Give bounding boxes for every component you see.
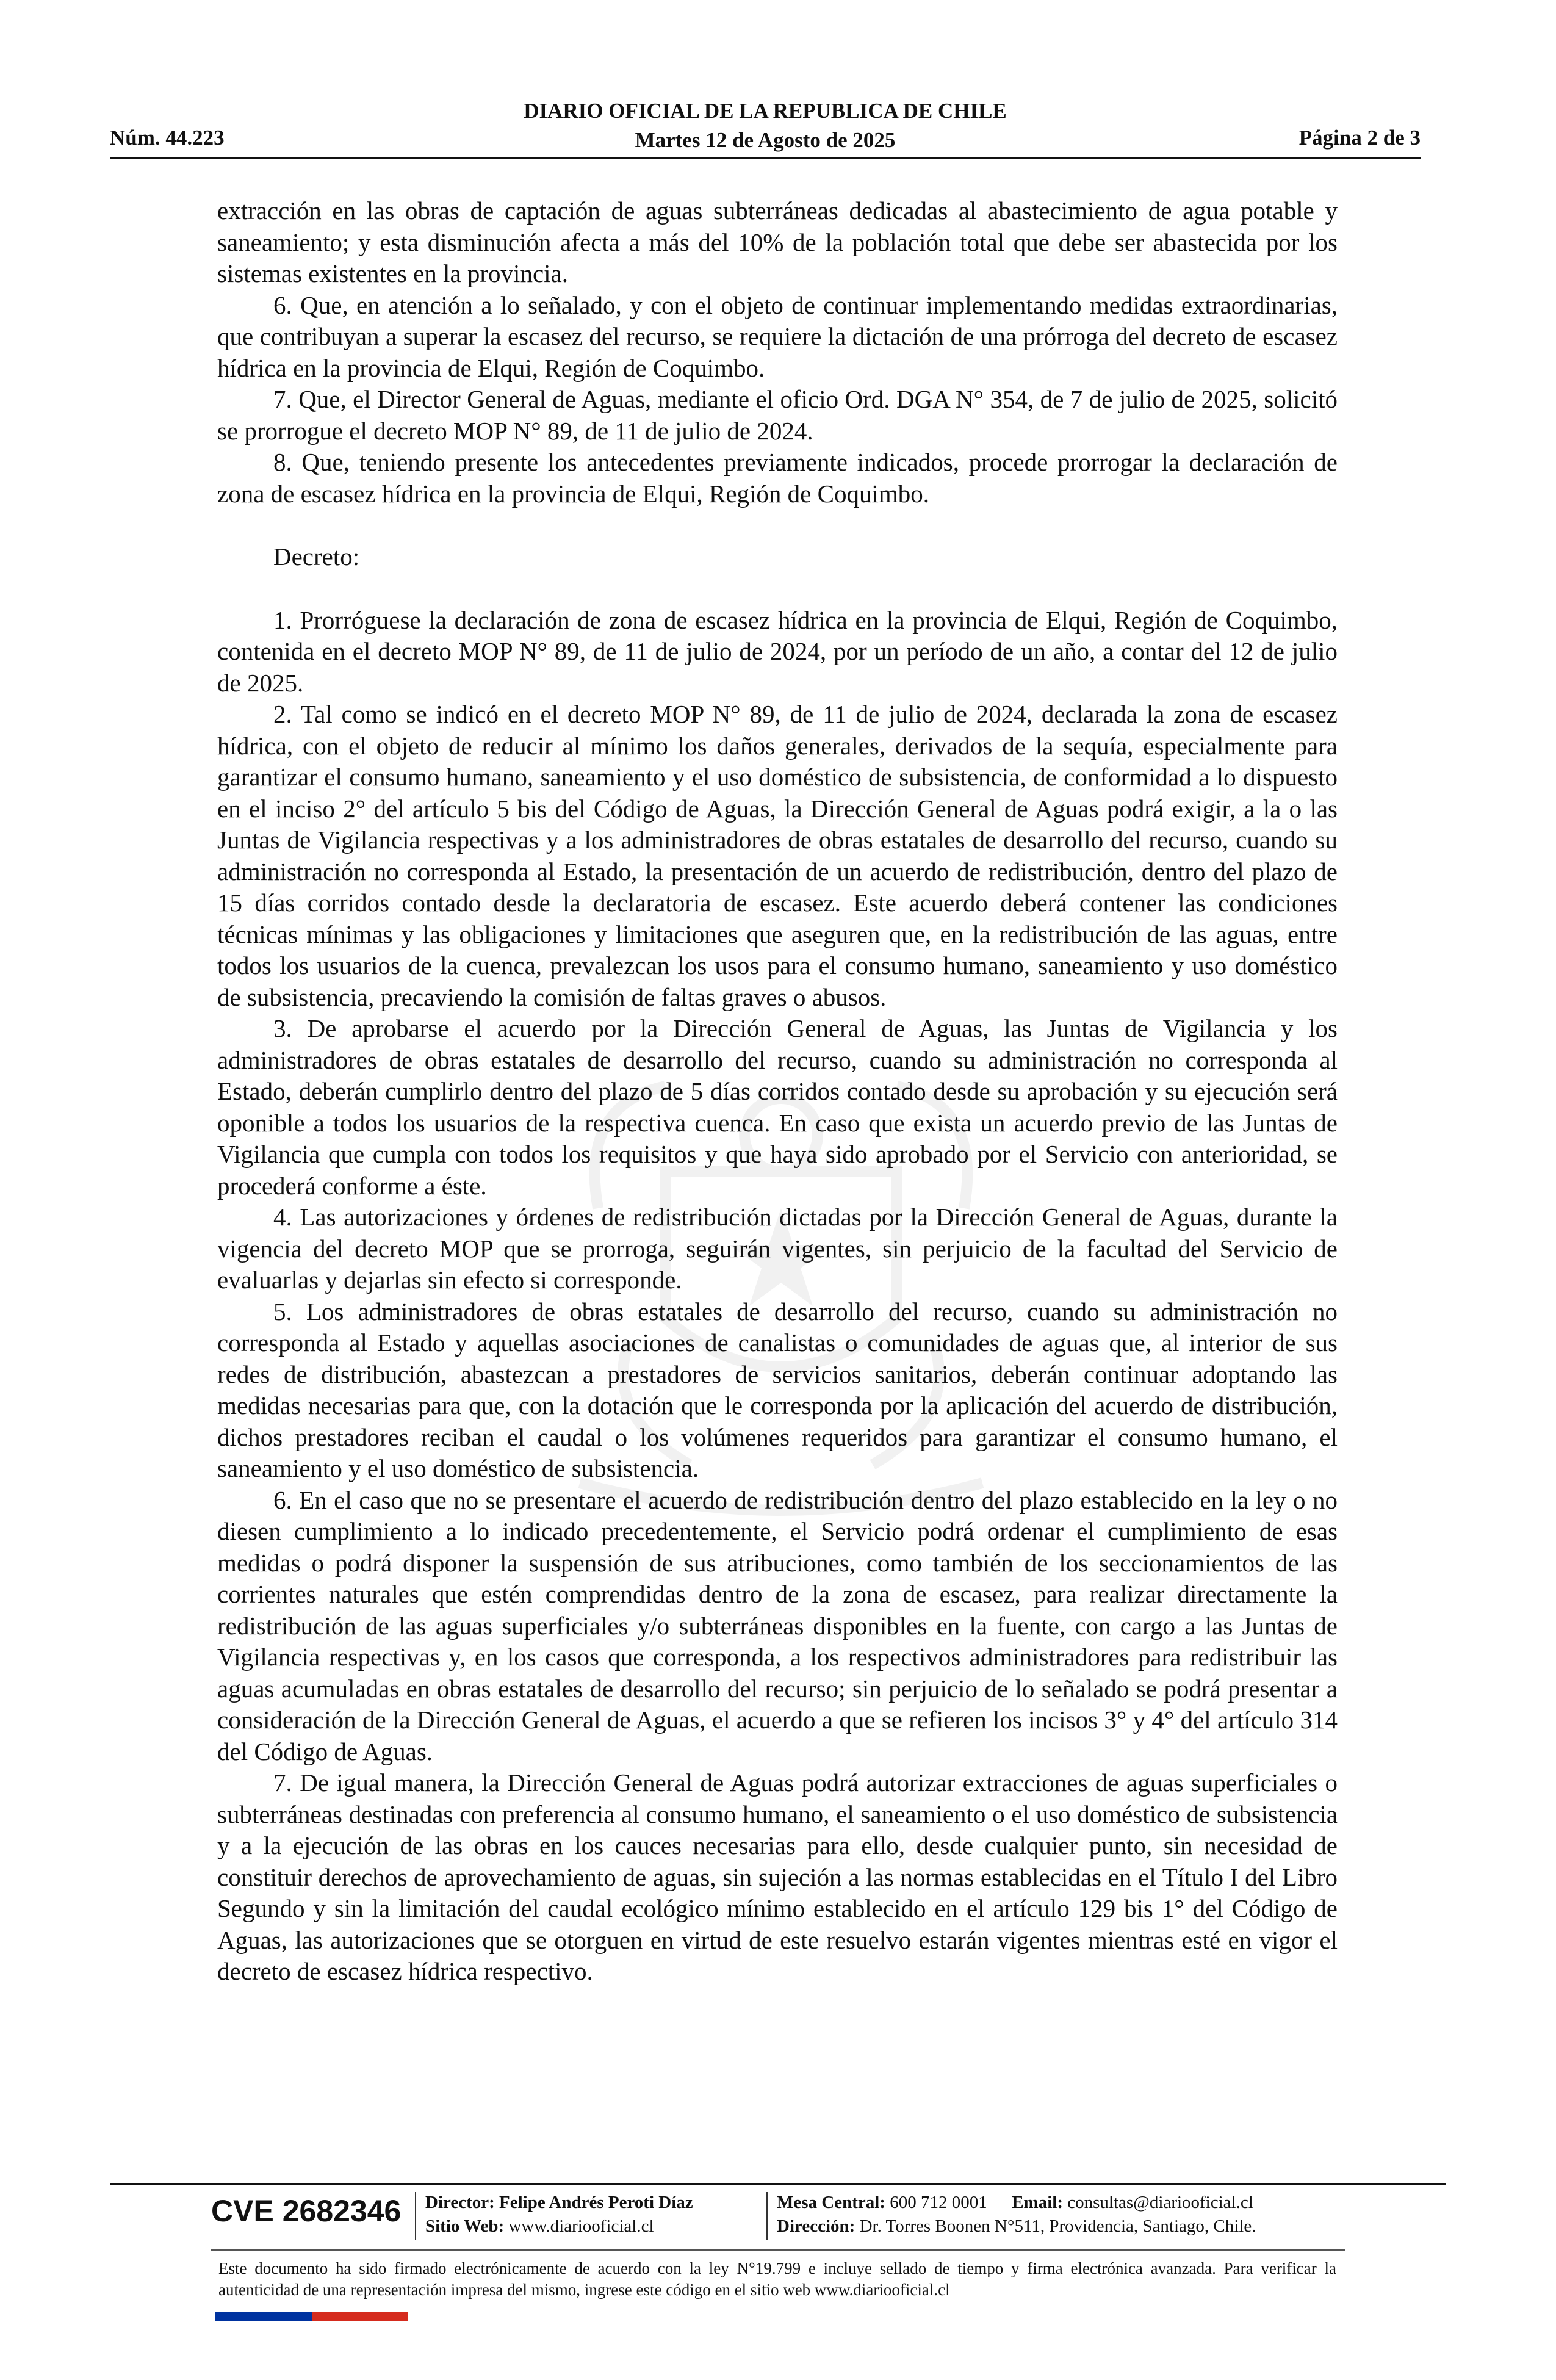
article-5: 5. Los administradores de obras estatales de desarrollo del recurso, cuando su administración no corresponda al Estado y aquellas asociaciones de canalistas o comunidades de aguas que, al interior de sus redes de distribución, abastezcan a prestadores de servicios sanitarios, deberán continuar adoptando las medidas necesarias para que, con la dotación que le corresponda por la aplicación del acuerdo de distribución, dichos prestadores reciban el caudal o los volúmenes requeridos para garantizar el consumo humano, el saneamiento y el uso doméstico de subsistencia. [217, 1297, 1338, 1482]
cve-code: CVE 2682346 [211, 2194, 402, 2228]
flag-stripe-red [312, 2312, 408, 2321]
address-text: Dr. Torres Boonen N°511, Providencia, Santiago, Chile. [859, 2216, 1256, 2236]
footer-rule-secondary [211, 2249, 1345, 2251]
article-4: 4. Las autorizaciones y órdenes de redistribución dictadas por la Dirección General de Aguas, durante la vigencia del decreto MOP que se prorroga, seguirán vigentes, sin perjuicio de la facultad del Servicio de evaluarlas y dejarlas sin efecto si corresponde. [217, 1203, 1338, 1294]
address-label: Dirección: [777, 2216, 855, 2236]
footer-contact-block [777, 2191, 1256, 2238]
considerando-8: 8. Que, teniendo presente los antecedentes previamente indicados, procede prorrogar la declaración de zona de escasez hídrica en la provincia de Elqui, Región de Coquimbo. [217, 448, 1338, 508]
footer-divider [766, 2192, 768, 2240]
footer-director-block [425, 2191, 693, 2238]
publication-date: Martes 12 de Agosto de 2025 [635, 128, 896, 152]
legal-notice: Este documento ha sido firmado electrónicamente de acuerdo con la ley N°19.799 e incluye sellado de tiempo y firma electrónica avanzada. Para verificar la autenticidad de una representación impresa del mismo, ingrese este código en el sitio web www.diariooficial.cl [218, 2259, 1336, 2299]
publication-title: DIARIO OFICIAL DE LA REPUBLICA DE CHILE [524, 99, 1007, 123]
article-6: 6. En el caso que no se presentare el acuerdo de redistribución dentro del plazo establecido en la ley o no diesen cumplimiento a lo indicado precedentemente, el Servicio podrá ordenar el cumplimiento de esas medidas o podrá disponer la suspensión de sus atribuciones, como también de los seccionamientos de las corrientes naturales que estén comprendidas dentro de la zona de escasez, para realizar directamente la redistribución de las aguas superficiales y/o subterráneas disponibles en la fuente, con cargo a las Juntas de Vigilancia respectivas y, en los casos que corresponda, a los respectivos administradores para redistribuir las aguas acumuladas en obras estatales de desarrollo del recurso; sin perjuicio de lo señalado se podrá presentar a consideración de la Dirección General de Aguas, el acuerdo a que se refieren los incisos 3° y 4° del artículo 314 del Código de Aguas. [217, 1485, 1338, 1765]
address-line [777, 2215, 1256, 2238]
article-1: 1. Prorróguese la declaración de zona de escasez hídrica en la provincia de Elqui, Región de Coquimbo, contenida en el decreto MOP N° 89, de 11 de julio de 2024, por un período de un año, a contar del 12 de julio de 2025. [217, 605, 1338, 697]
page-header [110, 92, 1421, 153]
article-3: 3. De aprobarse el acuerdo por la Dirección General de Aguas, las Juntas de Vigilancia y los administradores de obras estatales de desarrollo del recurso, cuando su administración no corresponda al Estado, deberán cumplirlo dentro del plazo de 5 días corridos contado desde su aprobación y su ejecución será oponible a todos los usuarios de la respectiva cuenca. En caso que exista un acuerdo previo de las Juntas de Vigilancia que cumpla con todos los requisitos y que haya sido aprobado por el Servicio con anterioridad, se procederá conforme a éste. [217, 1014, 1338, 1200]
decreto-heading: Decreto: [273, 543, 360, 571]
phone-label: Mesa Central: [777, 2193, 885, 2212]
intro-paragraph: extracción en las obras de captación de aguas subterráneas dedicadas al abastecimiento de agua potable y saneamiento; y esta disminución afecta a más del 10% de la población total que debe ser abastecida por los sistemas existentes en la provincia. [217, 197, 1338, 287]
considerando-6: 6. Que, en atención a lo señalado, y con el objeto de continuar implementando medidas extraordinarias, que contribuyan a superar la escasez del recurso, se requiere la dictación de una prórroga del decreto de escasez hídrica en la provincia de Elqui, Región de Coquimbo. [217, 290, 1338, 382]
page-number: Página 2 de 3 [1298, 126, 1421, 150]
phone-number: 600 712 0001 [890, 2193, 987, 2212]
article-2: 2. Tal como se indicó en el decreto MOP N° 89, de 11 de julio de 2024, declarada la zona de escasez hídrica, con el objeto de reducir al mínimo los daños generales, derivados de la sequía, especialmente para garantizar el consumo humano, saneamiento y el uso doméstico de subsistencia, de conformidad a lo dispuesto en el inciso 2° del artículo 5 bis del Código de Aguas, la Dirección General de Aguas podrá exigir, a la o las Juntas de Vigilancia respectivas y a los administradores de obras estatales de desarrollo del recurso, cuando su administración no corresponda al Estado, la presentación de un acuerdo de redistribución, dentro del plazo de 15 días corridos contado desde la declaratoria de escasez. Este acuerdo deberá contener las condiciones técnicas mínimas y las obligaciones y limitaciones que aseguren que, en la redistribución de las aguas, entre todos los usuarios de la cuenca, prevalezcan los usos para el consumo humano, saneamiento y uso doméstico de subsistencia, precaviendo la comisión de faltas graves o abusos. [217, 700, 1338, 1011]
website-label: Sitio Web: [425, 2216, 505, 2236]
header-rule [110, 157, 1421, 159]
article-7: 7. De igual manera, la Dirección General de Aguas podrá autorizar extracciones de aguas superficiales o subterráneas destinadas con preferencia al consumo humano, el saneamiento o el uso doméstico de subsistencia y a la ejecución de las obras en los cauces necesarias para ello, desde cualquier punto, sin necesidad de constituir derechos de aprovechamiento de aguas, sin sujeción a las normas establecidas en el Título I del Libro Segundo y sin la limitación del caudal ecológico mínimo establecido en el artículo 129 bis 1° del Código de Aguas, las autorizaciones que se otorguen en virtud de este resuelvo estarán vigentes mientras esté en vigor el decreto de escasez hídrica respectivo. [217, 1769, 1338, 1985]
website-line [425, 2215, 693, 2238]
footer-divider [415, 2192, 416, 2240]
director-line [425, 2191, 693, 2215]
website-link[interactable]: www.diariooficial.cl [508, 2216, 654, 2236]
considerando-7: 7. Que, el Director General de Aguas, mediante el oficio Ord. DGA N° 354, de 7 de julio de 2025, solicitó se prorrogue el decreto MOP N° 89, de 11 de julio de 2024. [217, 385, 1338, 445]
email-label: Email: [1012, 2193, 1063, 2212]
director-label: Director: [425, 2193, 495, 2212]
contact-line [777, 2191, 1256, 2215]
email-link[interactable]: consultas@diariooficial.cl [1067, 2193, 1253, 2212]
document-body [217, 195, 1338, 1988]
header-center [110, 96, 1421, 155]
director-name: Felipe Andrés Peroti Díaz [499, 2193, 693, 2212]
footer-rule [110, 2183, 1446, 2185]
flag-stripe-blue [215, 2312, 312, 2321]
issue-number: Núm. 44.223 [110, 126, 225, 150]
